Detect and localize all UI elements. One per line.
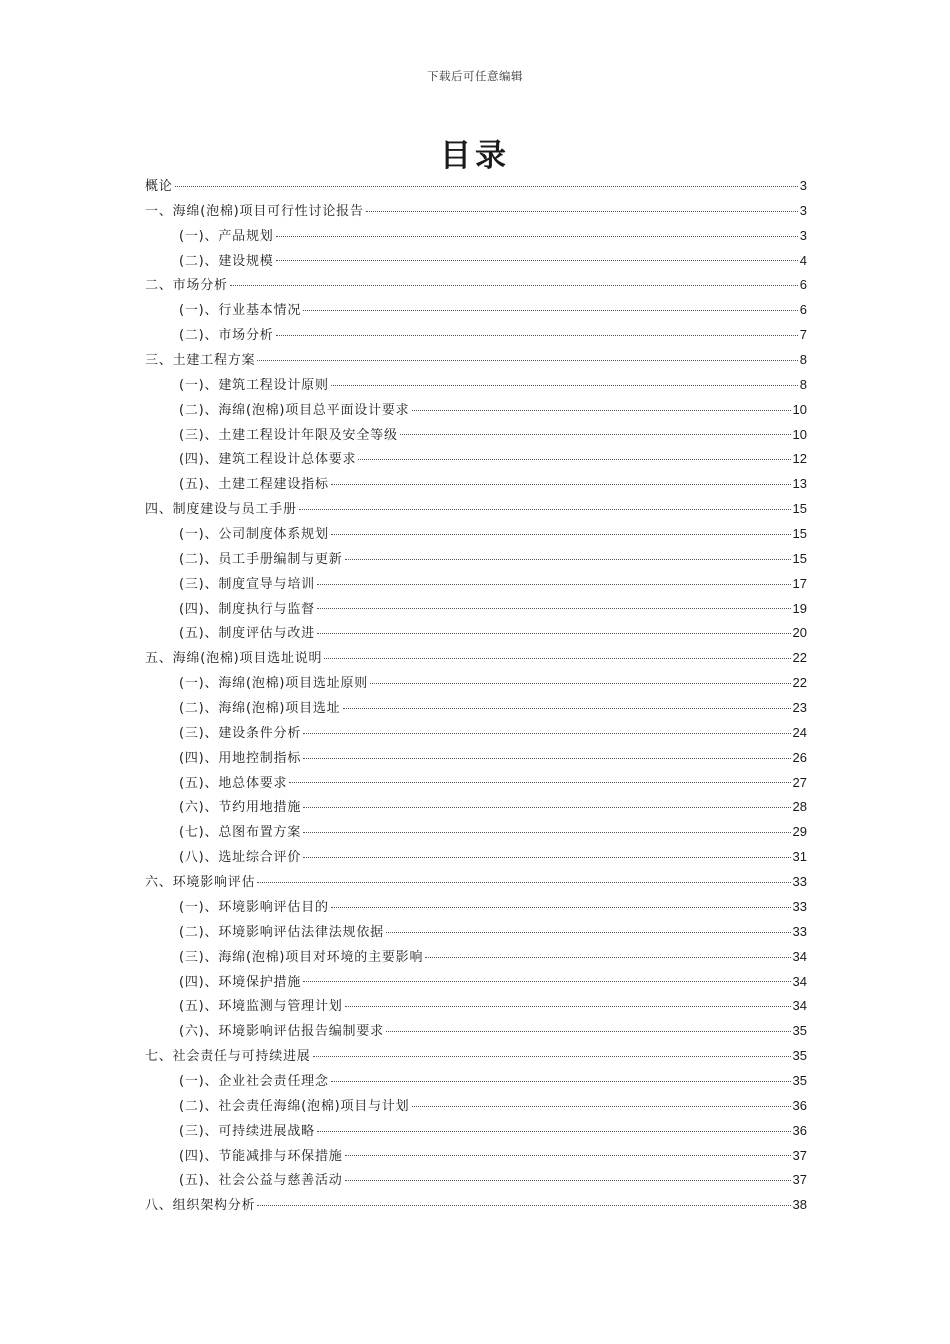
toc-subentry[interactable] [145,597,807,622]
dot-leader [303,832,790,833]
toc-entry-page-number: 38 [792,1197,807,1213]
dot-leader [276,236,798,237]
toc-subentry[interactable] [145,795,807,820]
toc-entry-page-number: 19 [792,600,807,616]
toc-subentry[interactable] [145,721,807,746]
dot-leader [331,907,791,908]
toc-subentry[interactable] [145,970,807,995]
dot-leader [317,1131,791,1132]
toc-entry-page-number: 10 [792,426,807,442]
toc-entry-label: (五)、土建工程建设指标 [179,477,329,493]
toc-entry-label: (三)、建设条件分析 [179,725,302,741]
dot-leader [289,782,790,783]
toc-subentry[interactable] [145,1119,807,1144]
toc-entry-page-number: 6 [799,302,807,318]
toc-entry-label: (四)、环境保护措施 [179,974,302,990]
dot-leader [257,360,797,361]
toc-entry-page-number: 22 [792,675,807,691]
toc-entry-page-number: 23 [792,700,807,716]
toc-subentry[interactable] [145,423,807,448]
toc-subentry[interactable] [145,547,807,572]
toc-subentry[interactable] [145,771,807,796]
dot-leader [345,559,791,560]
toc-subentry[interactable] [145,895,807,920]
toc-subentry[interactable] [145,522,807,547]
toc-entry-label: (二)、海绵(泡棉)项目选址 [179,701,341,717]
toc-entry-page-number: 33 [792,923,807,939]
dot-leader [303,758,790,759]
toc-subentry[interactable] [145,472,807,497]
toc-entry-page-number: 3 [799,202,807,218]
toc-entry-label: (一)、海绵(泡棉)项目选址原则 [179,676,369,692]
toc-subentry[interactable] [145,920,807,945]
toc-entry-page-number: 34 [792,948,807,964]
toc-entry[interactable] [145,1044,807,1069]
toc-subentry[interactable] [145,572,807,597]
toc-entry-label: (二)、环境影响评估法律法规依据 [179,924,384,940]
toc-entry-page-number: 29 [792,824,807,840]
dot-leader [343,708,791,709]
toc-entry-label: 七、社会责任与可持续进展 [145,1049,311,1065]
toc-entry-page-number: 27 [792,774,807,790]
toc-entry-label: 概论 [145,179,173,194]
toc-entry-page-number: 35 [792,1048,807,1064]
dot-leader [412,410,791,411]
toc-subentry[interactable] [145,746,807,771]
toc-subentry[interactable] [145,1144,807,1169]
toc-entry-page-number: 37 [792,1172,807,1188]
toc-subentry[interactable] [145,621,807,646]
dot-leader [358,459,790,460]
toc-entry-label: (五)、地总体要求 [179,775,288,791]
toc-entry-page-number: 17 [792,575,807,591]
page-header-note: 下载后可任意编辑 [427,69,523,83]
toc-entry[interactable] [145,646,807,671]
toc-entry-page-number: 36 [792,1097,807,1113]
toc-entry-label: 五、海绵(泡棉)项目选址说明 [145,651,323,667]
toc-entry-page-number: 33 [792,898,807,914]
toc-entry-label: (一)、产品规划 [179,228,274,244]
toc-entry-label: (三)、海绵(泡棉)项目对环境的主要影响 [179,949,424,965]
toc-subentry[interactable] [145,994,807,1019]
toc-entry-label: 三、土建工程方案 [145,353,256,369]
toc-entry-label: 四、制度建设与员工手册 [145,502,297,518]
toc-entry-page-number: 28 [792,799,807,815]
dot-leader [386,1031,791,1032]
toc-subentry[interactable] [145,945,807,970]
toc-subentry[interactable] [145,845,807,870]
toc-entry-label: (五)、社会公益与慈善活动 [179,1173,343,1189]
toc-entry-label: (四)、建筑工程设计总体要求 [179,452,357,468]
dot-leader [175,186,798,187]
toc-entry-label: 一、海绵(泡棉)项目可行性讨论报告 [145,203,364,219]
toc-entry-page-number: 15 [792,501,807,517]
dot-leader [276,335,798,336]
toc-entry[interactable] [145,199,807,224]
toc-entry-page-number: 3 [799,178,807,193]
toc-entry-page-number: 34 [792,973,807,989]
toc-entry-label: (二)、员工手册编制与更新 [179,551,343,567]
toc-entry-label: (二)、市场分析 [179,328,274,344]
toc-entry-page-number: 33 [792,874,807,890]
dot-leader [303,807,790,808]
toc-subentry[interactable] [145,323,807,348]
dot-leader [303,310,798,311]
toc-entry-label: (四)、节能减排与环保措施 [179,1148,343,1164]
dot-leader [317,633,791,634]
toc-entry[interactable] [145,273,807,298]
toc-subentry[interactable] [145,696,807,721]
toc-entry-label: (二)、建设规模 [179,253,274,269]
toc-entry-page-number: 13 [792,476,807,492]
toc-entry-label: (三)、制度宣导与培训 [179,576,315,592]
toc-entry-page-number: 20 [792,625,807,641]
toc-entry-label: (一)、环境影响评估目的 [179,899,329,915]
toc-subentry[interactable] [145,224,807,249]
dot-leader [331,484,791,485]
dot-leader [370,683,790,684]
toc-entry[interactable] [145,497,807,522]
toc-subentry[interactable] [145,1168,807,1193]
dot-leader [345,1006,791,1007]
toc-subentry[interactable] [145,447,807,472]
toc-entry-page-number: 22 [792,650,807,666]
dot-leader [303,733,790,734]
toc-subentry[interactable] [145,671,807,696]
dot-leader [230,285,798,286]
toc-entry-label: (六)、节约用地措施 [179,800,302,816]
toc-subentry[interactable] [145,373,807,398]
toc-entry-page-number: 8 [799,376,807,392]
dot-leader [331,534,791,535]
toc-entry-label: (一)、企业社会责任理念 [179,1073,329,1089]
dot-leader [331,1081,791,1082]
dot-leader [412,1106,791,1107]
dot-leader [299,509,791,510]
toc-subentry[interactable] [145,298,807,323]
toc-entry[interactable] [145,870,807,895]
toc-entry-page-number: 26 [792,749,807,765]
toc-entry-label: 八、组织架构分析 [145,1198,256,1214]
dot-leader [324,658,790,659]
toc-subentry[interactable] [145,1069,807,1094]
toc-entry-page-number: 12 [792,451,807,467]
dot-leader [366,211,798,212]
toc-entry-page-number: 8 [799,352,807,368]
dot-leader [345,1155,791,1156]
dot-leader [345,1180,791,1181]
toc-entry-label: (八)、选址综合评价 [179,850,302,866]
toc-title: 目录 [440,138,510,174]
toc-entry-label: (五)、制度评估与改进 [179,626,315,642]
toc-subentry[interactable] [145,398,807,423]
toc-subentry[interactable] [145,249,807,274]
toc-entry-label: (一)、建筑工程设计原则 [179,377,329,393]
dot-leader [425,957,790,958]
toc-entry-label: (七)、总图布置方案 [179,825,302,841]
toc-entry-page-number: 4 [799,252,807,268]
toc-entry-label: (三)、土建工程设计年限及安全等级 [179,427,398,443]
toc-subentry[interactable] [145,1094,807,1119]
dot-leader [303,857,790,858]
dot-leader [276,260,798,261]
dot-leader [313,1056,791,1057]
toc-entry-label: (五)、环境监测与管理计划 [179,999,343,1015]
toc-entry-label: (一)、行业基本情况 [179,303,302,319]
table-of-contents [145,174,807,1218]
toc-entry-label: 六、环境影响评估 [145,875,256,891]
toc-entry[interactable] [145,174,807,199]
toc-entry-page-number: 10 [792,401,807,417]
toc-entry-label: (四)、用地控制指标 [179,750,302,766]
toc-entry-label: (二)、社会责任海绵(泡棉)项目与计划 [179,1098,410,1114]
dot-leader [317,584,791,585]
toc-entry-page-number: 6 [799,277,807,293]
dot-leader [400,434,791,435]
toc-entry-page-number: 7 [799,327,807,343]
toc-entry[interactable] [145,1193,807,1218]
toc-entry-page-number: 3 [799,227,807,243]
dot-leader [303,981,790,982]
toc-entry-label: (四)、制度执行与监督 [179,601,315,617]
dot-leader [317,608,791,609]
toc-entry-page-number: 15 [792,526,807,542]
dot-leader [257,1205,790,1206]
toc-subentry[interactable] [145,820,807,845]
toc-entry-label: (六)、环境影响评估报告编制要求 [179,1024,384,1040]
toc-entry-page-number: 31 [792,849,807,865]
toc-entry-page-number: 36 [792,1122,807,1138]
dot-leader [331,385,798,386]
toc-entry-label: (二)、海绵(泡棉)项目总平面设计要求 [179,402,410,418]
toc-entry-page-number: 24 [792,724,807,740]
dot-leader [386,932,791,933]
toc-entry-page-number: 37 [792,1147,807,1163]
toc-entry-label: 二、市场分析 [145,278,228,294]
toc-entry[interactable] [145,348,807,373]
toc-entry-page-number: 15 [792,550,807,566]
dot-leader [257,882,790,883]
toc-entry-label: (一)、公司制度体系规划 [179,527,329,543]
toc-entry-page-number: 35 [792,1072,807,1088]
toc-entry-page-number: 34 [792,998,807,1014]
toc-entry-label: (三)、可持续进展战略 [179,1123,315,1139]
toc-entry-page-number: 35 [792,1023,807,1039]
toc-subentry[interactable] [145,1019,807,1044]
